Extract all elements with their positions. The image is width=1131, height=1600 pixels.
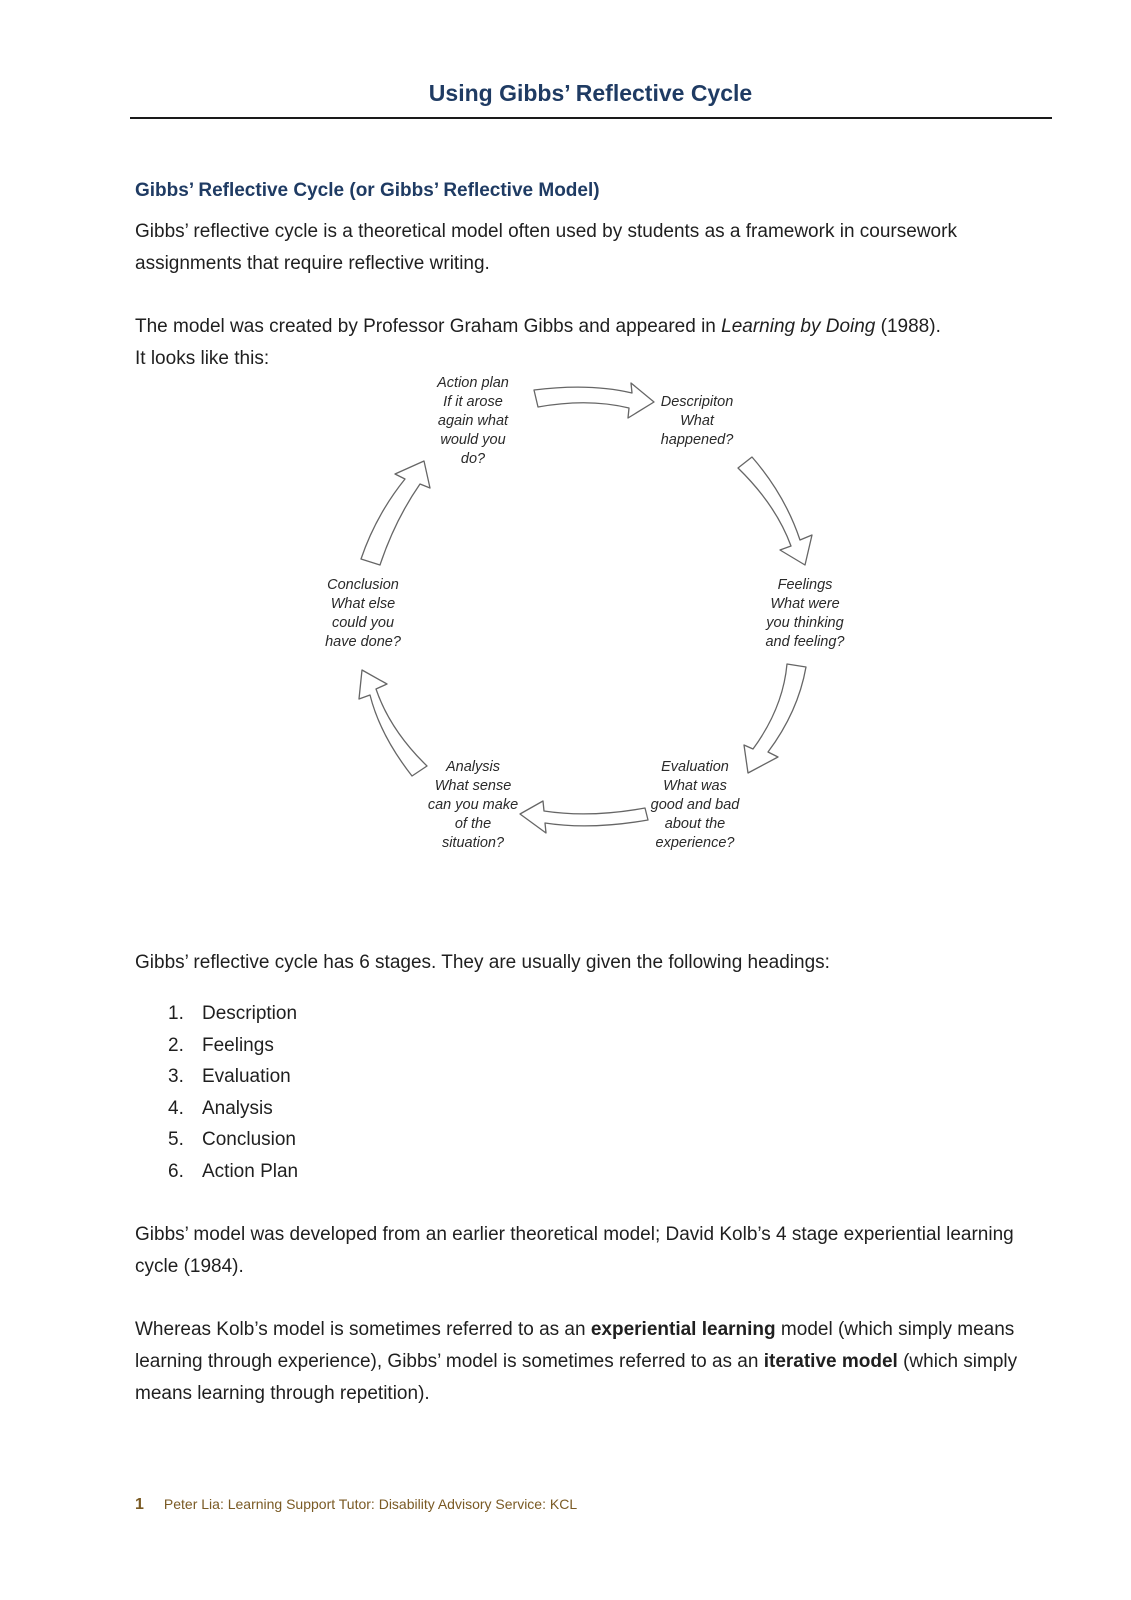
- origin-text-line2: It looks like this:: [135, 348, 270, 369]
- label-line: of the: [454, 816, 492, 832]
- stage-label-evaluation: [630, 758, 760, 853]
- origin-text-after: (1988).: [875, 316, 941, 337]
- label-line: again what: [437, 413, 509, 429]
- label-line: could you: [331, 615, 395, 631]
- list-number: 3.: [168, 1066, 184, 1088]
- footer-text: Peter Lia: Learning Support Tutor: Disability Advisory Service: KCL: [163, 1496, 578, 1512]
- label-line: What: [680, 413, 714, 429]
- list-number: 5.: [168, 1129, 184, 1151]
- list-label: Conclusion: [202, 1129, 296, 1151]
- models-comparison-paragraph: [135, 1314, 1055, 1410]
- arrow-to-feelings: [738, 457, 812, 565]
- label-line: experience?: [655, 835, 735, 851]
- list-item: [168, 1061, 298, 1093]
- term-experiential-learning: experiential learning: [590, 1319, 776, 1340]
- stage-label-description: [632, 393, 762, 450]
- label-line: situation?: [441, 835, 505, 851]
- list-item: [168, 1093, 298, 1125]
- label-line: Evaluation: [661, 759, 729, 775]
- comparison-text: (which simply means learning through repetition).: [135, 1351, 1018, 1404]
- label-line: Analysis: [446, 759, 500, 775]
- stage-label-analysis: [408, 758, 538, 853]
- label-line: would you: [440, 432, 506, 448]
- label-line: Action plan: [437, 375, 509, 391]
- label-line: good and bad: [650, 797, 740, 813]
- stages-intro-paragraph: Gibbs’ reflective cycle has 6 stages. They are usually given the following headings:: [135, 952, 830, 973]
- title-divider: [130, 117, 1052, 119]
- book-title: Learning by Doing: [721, 316, 876, 337]
- list-number: 2.: [168, 1034, 184, 1056]
- label-line: What were: [770, 596, 840, 612]
- arrow-to-description: [534, 383, 654, 418]
- list-item: [168, 1124, 298, 1156]
- label-line: What else: [330, 596, 396, 612]
- term-iterative-model: iterative model: [763, 1351, 898, 1372]
- label-line: have done?: [325, 634, 401, 650]
- arrow-to-conclusion: [359, 670, 427, 776]
- label-line: What sense: [434, 778, 512, 794]
- label-line: Conclusion: [327, 577, 399, 593]
- document-title: Using Gibbs’ Reflective Cycle: [428, 80, 753, 106]
- intro-paragraph: Gibbs’ reflective cycle is a theoretical model often used by students as a framework in coursework assignments that require reflective writing.: [135, 221, 957, 274]
- arrow-to-evaluation: [744, 664, 806, 773]
- list-label: Evaluation: [202, 1066, 291, 1088]
- list-label: Description: [202, 1003, 298, 1024]
- list-number: 1.: [168, 1003, 184, 1024]
- stage-label-feelings: [740, 576, 870, 652]
- list-number: 6.: [168, 1160, 184, 1182]
- label-line: can you make: [427, 797, 519, 813]
- page-footer: [135, 1496, 577, 1514]
- label-line: If it arose: [443, 394, 503, 410]
- list-number: 4.: [168, 1097, 184, 1119]
- label-line: about the: [664, 816, 726, 832]
- list-label: Action Plan: [202, 1160, 299, 1182]
- label-line: What was: [663, 778, 727, 794]
- comparison-text: Whereas Kolb’s model is sometimes referred to as an: [135, 1319, 591, 1340]
- list-item: [168, 998, 298, 1030]
- label-line: do?: [460, 451, 486, 467]
- stages-list: [168, 998, 298, 1188]
- label-line: Descripiton: [660, 394, 734, 410]
- stage-label-conclusion: [298, 576, 428, 652]
- label-line: you thinking: [766, 615, 844, 631]
- origin-text-before: The model was created by Professor Graham Gibbs and appeared in: [135, 316, 722, 337]
- arrow-to-analysis: [520, 801, 648, 833]
- label-line: happened?: [660, 432, 734, 448]
- label-line: and feeling?: [765, 634, 845, 650]
- list-item: [168, 1156, 298, 1188]
- model-origin-paragraph: [135, 311, 1055, 375]
- comparison-text: model (which simply means learning through experience), Gibbs’ model is sometimes referred to as an: [135, 1319, 1015, 1372]
- arrow-to-action-plan: [361, 461, 430, 565]
- section-heading: Gibbs’ Reflective Cycle (or Gibbs’ Reflective Model): [135, 180, 600, 201]
- list-item: [168, 1030, 298, 1062]
- label-line: Feelings: [777, 577, 833, 593]
- stage-label-action-plan: [408, 374, 538, 469]
- list-label: Analysis: [202, 1097, 273, 1119]
- list-label: Feelings: [202, 1034, 274, 1056]
- page-number: 1: [135, 1496, 144, 1513]
- kolb-paragraph: Gibbs’ model was developed from an earlier theoretical model; David Kolb’s 4 stage experiential learning cycle (1984).: [135, 1224, 1014, 1277]
